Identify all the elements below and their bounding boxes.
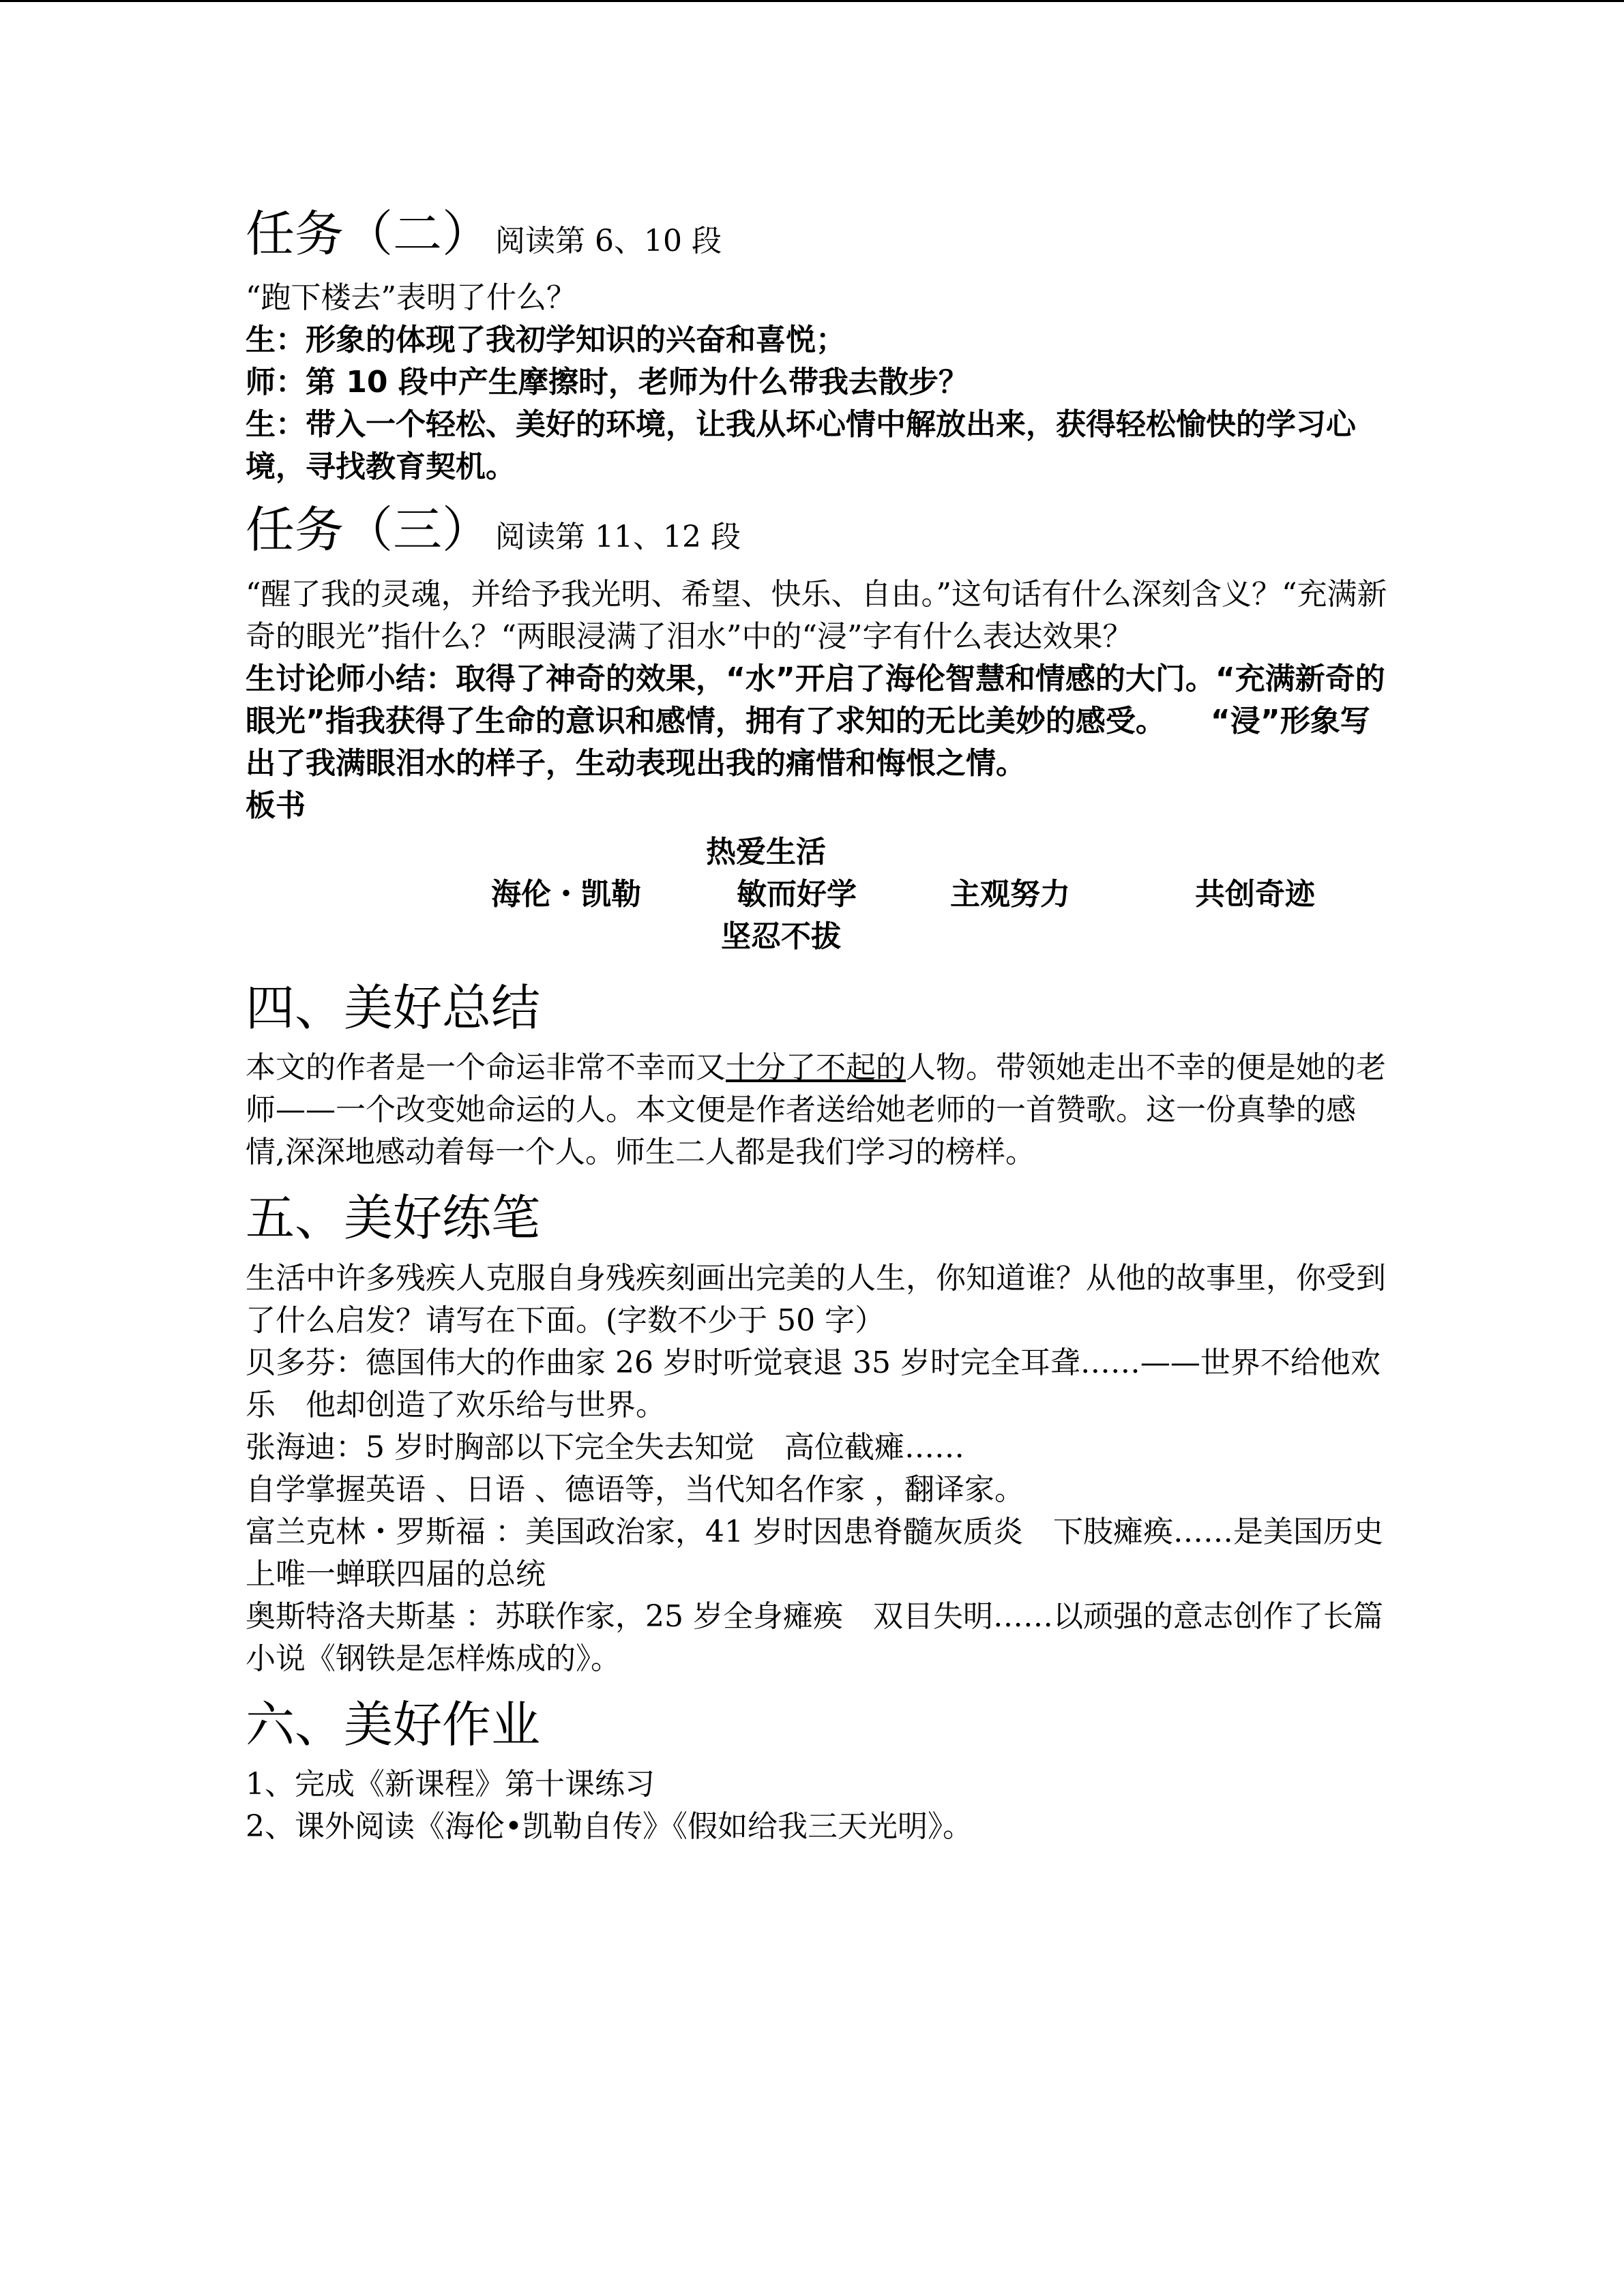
section-4-text [246, 1047, 1391, 1174]
section-5-item-zhang-haidi-2: 自学掌握英语 、日语 、德语等，当代知名作家 ，翻译家。 [246, 1472, 1024, 1507]
task-2-question-2: 师：第 10 段中产生摩擦时，老师为什么带我去散步？ [246, 365, 969, 400]
section-4-text-after: 人物。带领她走出不幸的便是她的老师——一个改变她命运的人。本文便是作者送给她老师的一首赞歌。这一份真挚的感情,深深地感动着每一个人。师生二人都是我们学习的榜样。 [246, 1050, 1386, 1170]
section-6-item-1: 1、完成《新课程》第十课练习 [246, 1766, 655, 1802]
blackboard-diagram [246, 827, 1391, 964]
document-body [246, 205, 1391, 1848]
task-3-summary: 生讨论师小结：取得了神奇的效果，“水”开启了海伦智慧和情感的大门。“充满新奇的眼光”指我获得了生命的意识和感情，拥有了求知的无比美妙的感受。 “浸”形象写出了我满眼泪水的样子，生动表现出我的痛惜和悔恨之情。 [246, 661, 1385, 781]
section-5-prompt: 生活中许多残疾人克服自身残疾刻画出完美的人生，你知道谁？从他的故事里，你受到了什么启发？请写在下面。(字数不少于 50 字） [246, 1260, 1386, 1338]
section-5-title: 五、美好练笔 [246, 1189, 541, 1247]
task-3-question: “醒了我的灵魂，并给予我光明、希望、快乐、自由。”这句话有什么深刻含义？“充满新奇的眼光”指什么？“两眼浸满了泪水”中的“浸”字有什么表达效果？ [246, 576, 1387, 654]
top-border-line [0, 0, 1624, 2]
board-right-text: 共创奇迹 [1195, 876, 1315, 912]
task-2-title: 任务（二） [246, 205, 492, 263]
task-2-heading [246, 205, 1391, 263]
board-mid-text-2: 主观努力 [950, 876, 1070, 912]
task-3-subtitle: 阅读第 11、12 段 [495, 520, 741, 555]
board-mid-text-1: 敏而好学 [737, 876, 857, 912]
board-left-text: 海伦・凯勒 [491, 876, 641, 912]
board-label: 板书 [246, 788, 306, 823]
section-5-item-roosevelt: 富兰克林・罗斯福 ：美国政治家，41 岁时因患脊髓灰质炎 下肢瘫痪……是美国历史上唯一蝉联四届的总统 [246, 1514, 1383, 1592]
section-4-text-underlined: 十分了不起的 [726, 1050, 906, 1086]
task-2-answer-2: 生：带入一个轻松、美好的环境，让我从坏心情中解放出来，获得轻松愉快的学习心境，寻找教育契机。 [246, 407, 1356, 485]
task-3-heading [246, 501, 1391, 559]
board-top-text: 热爱生活 [706, 834, 826, 869]
section-6-item-2: 2、课外阅读《海伦•凯勒自传》《假如给我三天光明》。 [246, 1808, 973, 1844]
section-5-item-beethoven: 贝多芬：德国伟大的作曲家 26 岁时听觉衰退 35 岁时完全耳聋……——世界不给他欢乐 他却创造了欢乐给与世界。 [246, 1345, 1381, 1422]
section-5-item-zhang-haidi: 张海迪：5 岁时胸部以下完全失去知觉 高位截瘫…… [246, 1429, 964, 1465]
section-6-title: 六、美好作业 [246, 1695, 541, 1753]
section-4-text-before: 本文的作者是一个命运非常不幸而又 [246, 1050, 726, 1086]
task-3-title: 任务（三） [246, 501, 492, 559]
section-4-title: 四、美好总结 [246, 979, 541, 1037]
section-5-item-ostrovsky: 奥斯特洛夫斯基 ：苏联作家，25 岁全身瘫痪 双目失明……以顽强的意志创作了长篇小说《钢铁是怎样炼成的》。 [246, 1598, 1383, 1676]
task-2-answer-1: 生：形象的体现了我初学知识的兴奋和喜悦； [246, 323, 846, 358]
task-2-subtitle: 阅读第 6、10 段 [495, 224, 722, 258]
task-2-question: “跑下楼去”表明了什么？ [246, 280, 576, 316]
board-bottom-text: 坚忍不拔 [721, 919, 841, 954]
